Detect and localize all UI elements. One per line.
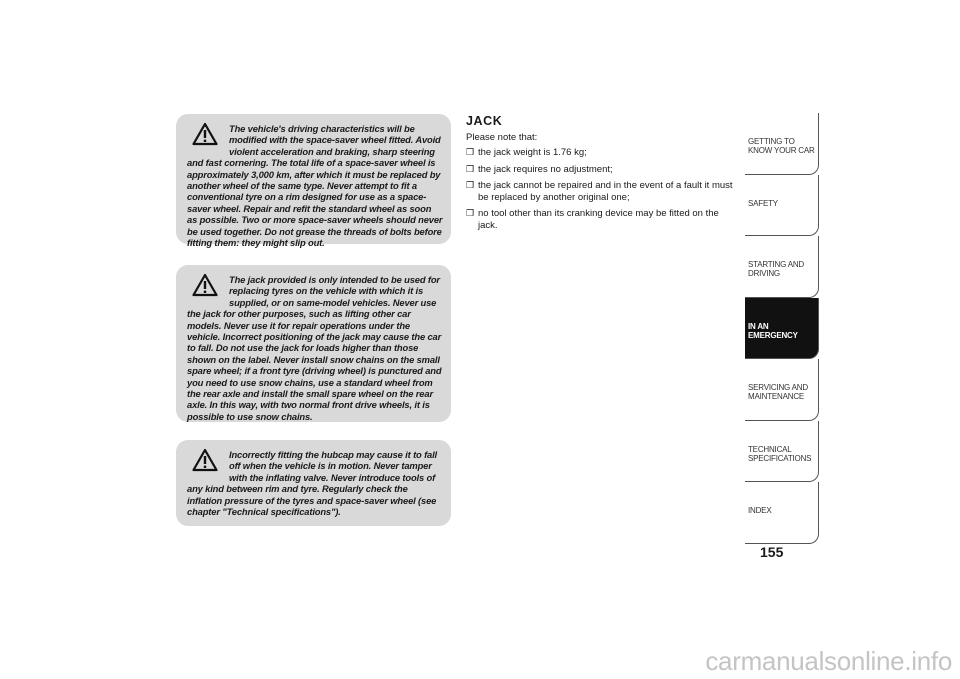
tab-getting-to-know-your-car[interactable]: GETTING TO KNOW YOUR CAR — [745, 113, 819, 175]
warning-box-spare-wheel — [176, 114, 451, 249]
warning-text: Incorrectly fitting the hubcap may cause it to fall off when the vehicle is in motion. Never tamper with the inflating valve. Never introduce tools of any kind between rim and tyre. Regularly check the inflation pressure of the tyres and space-saver wheel (see chapter "Technical specifications"). — [187, 449, 438, 518]
warning-triangle-icon — [192, 122, 218, 146]
warning-triangle-icon — [192, 273, 218, 297]
section-title: JACK — [466, 114, 503, 128]
list-item: ❒ the jack weight is 1.76 kg; — [466, 147, 587, 158]
list-item: ❒ the jack cannot be repaired and in the event of a fault it must be replaced by another original one; — [466, 180, 733, 203]
list-item: ❒ the jack requires no adjustment; — [466, 163, 613, 175]
warning-box-hubcap — [176, 440, 451, 526]
checkbox-bullet-icon: ❒ — [466, 163, 475, 174]
warning-triangle-icon — [192, 448, 218, 472]
checkbox-bullet-icon: ❒ — [466, 180, 475, 190]
warning-box-jack — [176, 265, 451, 422]
jack-section — [466, 114, 736, 236]
jack-notes-list — [466, 147, 736, 231]
tab-index[interactable]: INDEX — [745, 482, 819, 544]
chapter-tabs — [745, 113, 819, 544]
tab-starting-and-driving[interactable]: STARTING AND DRIVING — [745, 236, 819, 298]
warning-text: The jack provided is only intended to be used for replacing tyres on the vehicle with which it is supplied, or on same-model vehicles. Never use the jack for other purposes, such as lifting other car models. Never use it for repair operations under the vehicle. Incorrect positioning of the jack may cause the car to fall. Do not use the jack for loads higher than those shown on the label. Never install snow chains on the small spare wheel; if a front tyre (driving wheel) is punctured and you need to use snow chains, use a standard wheel from the rear axle and install the small spare wheel on the rear axle. In this way, with two normal front drive wheels, it is possible to use snow chains. — [187, 274, 442, 422]
warning-text: The vehicle's driving characteristics will be modified with the space-saver wheel fitted. Avoid violent acceleration and braking, sharp steering and fast cornering. The total life of a space-saver wheel is approximately 3,000 km, after which it must be replaced by another wheel of the same type. Never attempt to fit a conventional tyre on a rim designed for use as a space-saver wheel. Repair and refit the standard wheel as soon as possible. Two or more space-saver wheels should never be used together. Do not grease the threads of bolts before fitting them: they might slip out. — [187, 123, 443, 249]
tab-safety[interactable]: SAFETY — [745, 175, 819, 237]
checkbox-bullet-icon: ❒ — [466, 208, 475, 218]
list-item: ❒ no tool other than its cranking device may be fitted on the jack. — [466, 208, 719, 231]
watermark: carmanualsonline.info — [705, 646, 952, 676]
tab-technical-specifications[interactable]: TECHNICAL SPECIFICATIONS — [745, 421, 819, 483]
tab-in-an-emergency[interactable]: IN AN EMERGENCY — [745, 298, 819, 360]
page-number: 155 — [760, 544, 784, 560]
checkbox-bullet-icon: ❒ — [466, 147, 475, 157]
tab-servicing-and-maintenance[interactable]: SERVICING AND MAINTENANCE — [745, 359, 819, 421]
section-intro: Please note that: — [466, 132, 538, 143]
